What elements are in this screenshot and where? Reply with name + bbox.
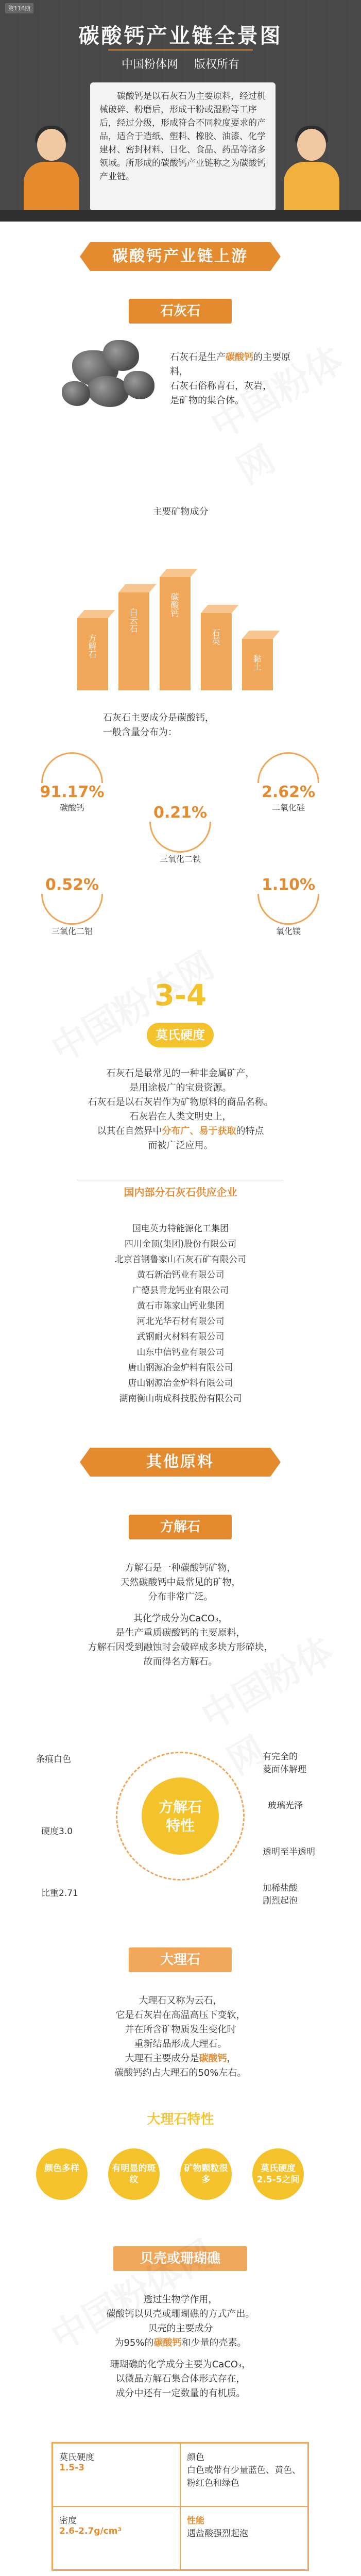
grid-cell: 颜色 白色或带有少量蓝色、黄色、粉红色和绿色	[180, 2443, 308, 2506]
stat-sio2: 2.62% 二氧化硅	[247, 752, 330, 813]
list-item: 唐山钢源冶金炉料有限公司	[128, 1378, 233, 1388]
grid-cell: 密度 2.6-2.7g/cm³	[53, 2506, 180, 2570]
calcite-tag: 方解石	[129, 1515, 232, 1539]
minerals-bars	[77, 572, 283, 690]
stat-caco3: 91.17% 碳酸钙	[31, 752, 113, 813]
suppliers-title: 国内部分石灰石供应企业	[124, 1186, 237, 1198]
grid-cell: 性能 遇盐酸强烈起泡	[180, 2506, 308, 2570]
list-item: 黄石市陈家山钙业集团	[136, 1301, 225, 1311]
list-item: 唐山钢源冶金炉料有限公司	[128, 1363, 233, 1373]
marble-feature: 颜色多样	[36, 2148, 88, 2200]
person-illustration-right	[281, 129, 342, 216]
list-item: 山东中信钙业有限公司	[136, 1347, 225, 1358]
intro-card: 碳酸钙是以石灰石为主要原料，经过机械破碎、粉磨后，形成干粉或湿粉等工序后，经过分级，形成符合不同粒度要求的产品，适合于造纸、塑料、橡胶、油漆、化学建材、密封材料、日化、食品、药品等诸多领域。所形成的碳酸钙产业链称之为碳酸钙产业链。	[90, 82, 276, 211]
other-materials-banner: 其他原料	[90, 1448, 270, 1477]
grid-cell: 莫氏硬度 1.5-3	[53, 2443, 180, 2506]
list-item: 北京首钢鲁家山石灰石矿有限公司	[115, 1255, 246, 1265]
header	[0, 0, 361, 222]
composition-intro: 石灰石主要成分是碳酸钙， 一般含量分布为：	[103, 713, 214, 738]
mineral-bar: 白云石	[118, 592, 149, 690]
mineral-bar: 石英	[201, 613, 232, 690]
page-title: 碳酸钙产业链全景图	[78, 24, 283, 48]
calcite-prop: 剧烈起泡	[263, 1896, 298, 1906]
source-label: 中国粉体网	[121, 58, 178, 71]
marble-feature: 莫氏硬度2.5-5之间	[252, 2148, 304, 2200]
stat-fe2o3: 0.21% 三氧化二铁	[139, 804, 221, 865]
marble-description: 大理石又称为云石， 它是石灰岩在高温高压下变软， 并在所含矿物质发生变化时 重新结晶形成大理石。 大理石主要成分是碳酸钙， 碳酸钙约占大理石的50%左右。	[114, 1995, 247, 2078]
mineral-bar: 方解石	[77, 618, 108, 690]
person-illustration-left	[21, 129, 82, 216]
minerals-title: 主要矿物成分	[152, 506, 209, 517]
limestone-usage: 石灰石是最常见的一种非金属矿产， 是用途极广的宝贵资源。 石灰石是以石灰岩作为矿物原料的商品名称。 石灰岩在人类文明史上， 以其在自然界中分布广、易于获取的特点 而被广泛应用。	[88, 1068, 273, 1151]
calcite-features-circle: 方解石 特性	[142, 1777, 219, 1855]
shell-properties-grid	[51, 2442, 309, 2571]
mineral-bar: 黏土	[242, 639, 273, 690]
stat-mgo: 1.10% 氧化镁	[247, 876, 330, 937]
calcite-prop: 比重2.71	[41, 1888, 78, 1899]
list-item: 河北光华石材有限公司	[136, 1316, 225, 1327]
calcite-description: 方解石是一种碳酸钙矿物， 天然碳酸钙中最常见的矿物， 分布非常广泛。 其化学成分为CaCO₃， 是生产重质碳酸钙的主要原料， 方解石因受到融蚀时会破碎成多块方形碎块， 故而得名方解石。	[88, 1563, 273, 1667]
marble-feature: 有明显的斑纹	[108, 2148, 160, 2200]
list-item: 广德县青龙钙业有限公司	[132, 1285, 229, 1296]
calcite-prop: 透明至半透明	[263, 1847, 315, 1857]
header-subtitle	[0, 56, 361, 72]
marble-tag: 大理石	[129, 1947, 232, 1972]
calcite-prop: 硬度3.0	[41, 1826, 73, 1837]
marble-features-title: 大理石特性	[147, 2112, 214, 2127]
calcite-prop: 加稀盐酸	[263, 1883, 298, 1893]
shell-description: 透过生物学作用， 碳酸钙以贝壳或珊瑚礁的方式产出。 贝壳的主要成分 为95%的碳酸钙和少量的壳素。 珊瑚礁的化学成分主要为CaCO₃， 以微晶方解石集合体形式存在， 成分中还有一定数量的有机质。	[106, 2294, 255, 2399]
calcite-prop: 菱面体解理	[263, 1765, 306, 1775]
list-item: 武钢耐火材料有限公司	[136, 1332, 225, 1342]
calcite-prop: 玻璃光泽	[268, 1801, 303, 1811]
list-item: 国电英力特能源化工集团	[132, 1224, 229, 1234]
marble-feature: 矿物颗粒很多	[180, 2148, 232, 2200]
hardness-badge: 莫氏硬度	[147, 1023, 214, 1047]
mineral-bar: 碳酸钙	[160, 577, 191, 690]
list-item: 黄石新冶钙业有限公司	[136, 1270, 225, 1280]
copyright-label: 版权所有	[194, 58, 240, 71]
limestone-tag: 石灰石	[129, 299, 232, 324]
shell-tag: 贝壳或珊瑚礁	[113, 2246, 247, 2271]
list-item: 四川金顶(集团)股份有限公司	[124, 1239, 237, 1249]
list-item: 湖南衡山萌成科技股份有限公司	[119, 1394, 242, 1404]
title-underline	[108, 49, 253, 50]
issue-badge: 第116期	[5, 3, 33, 13]
stat-al2o3: 0.52% 三氧化二铝	[31, 876, 113, 937]
limestone-description: 石灰石是生产碳酸钙的主要原料， 石灰石俗称青石，灰岩， 是矿物的集合体。	[170, 352, 290, 406]
upstream-banner: 碳酸钙产业链上游	[90, 242, 270, 271]
calcite-prop: 有完全的	[263, 1752, 298, 1762]
desk-illustration	[0, 210, 361, 222]
hardness-value: 3-4	[154, 979, 207, 1012]
calcite-prop: 条痕白色	[36, 1754, 71, 1765]
